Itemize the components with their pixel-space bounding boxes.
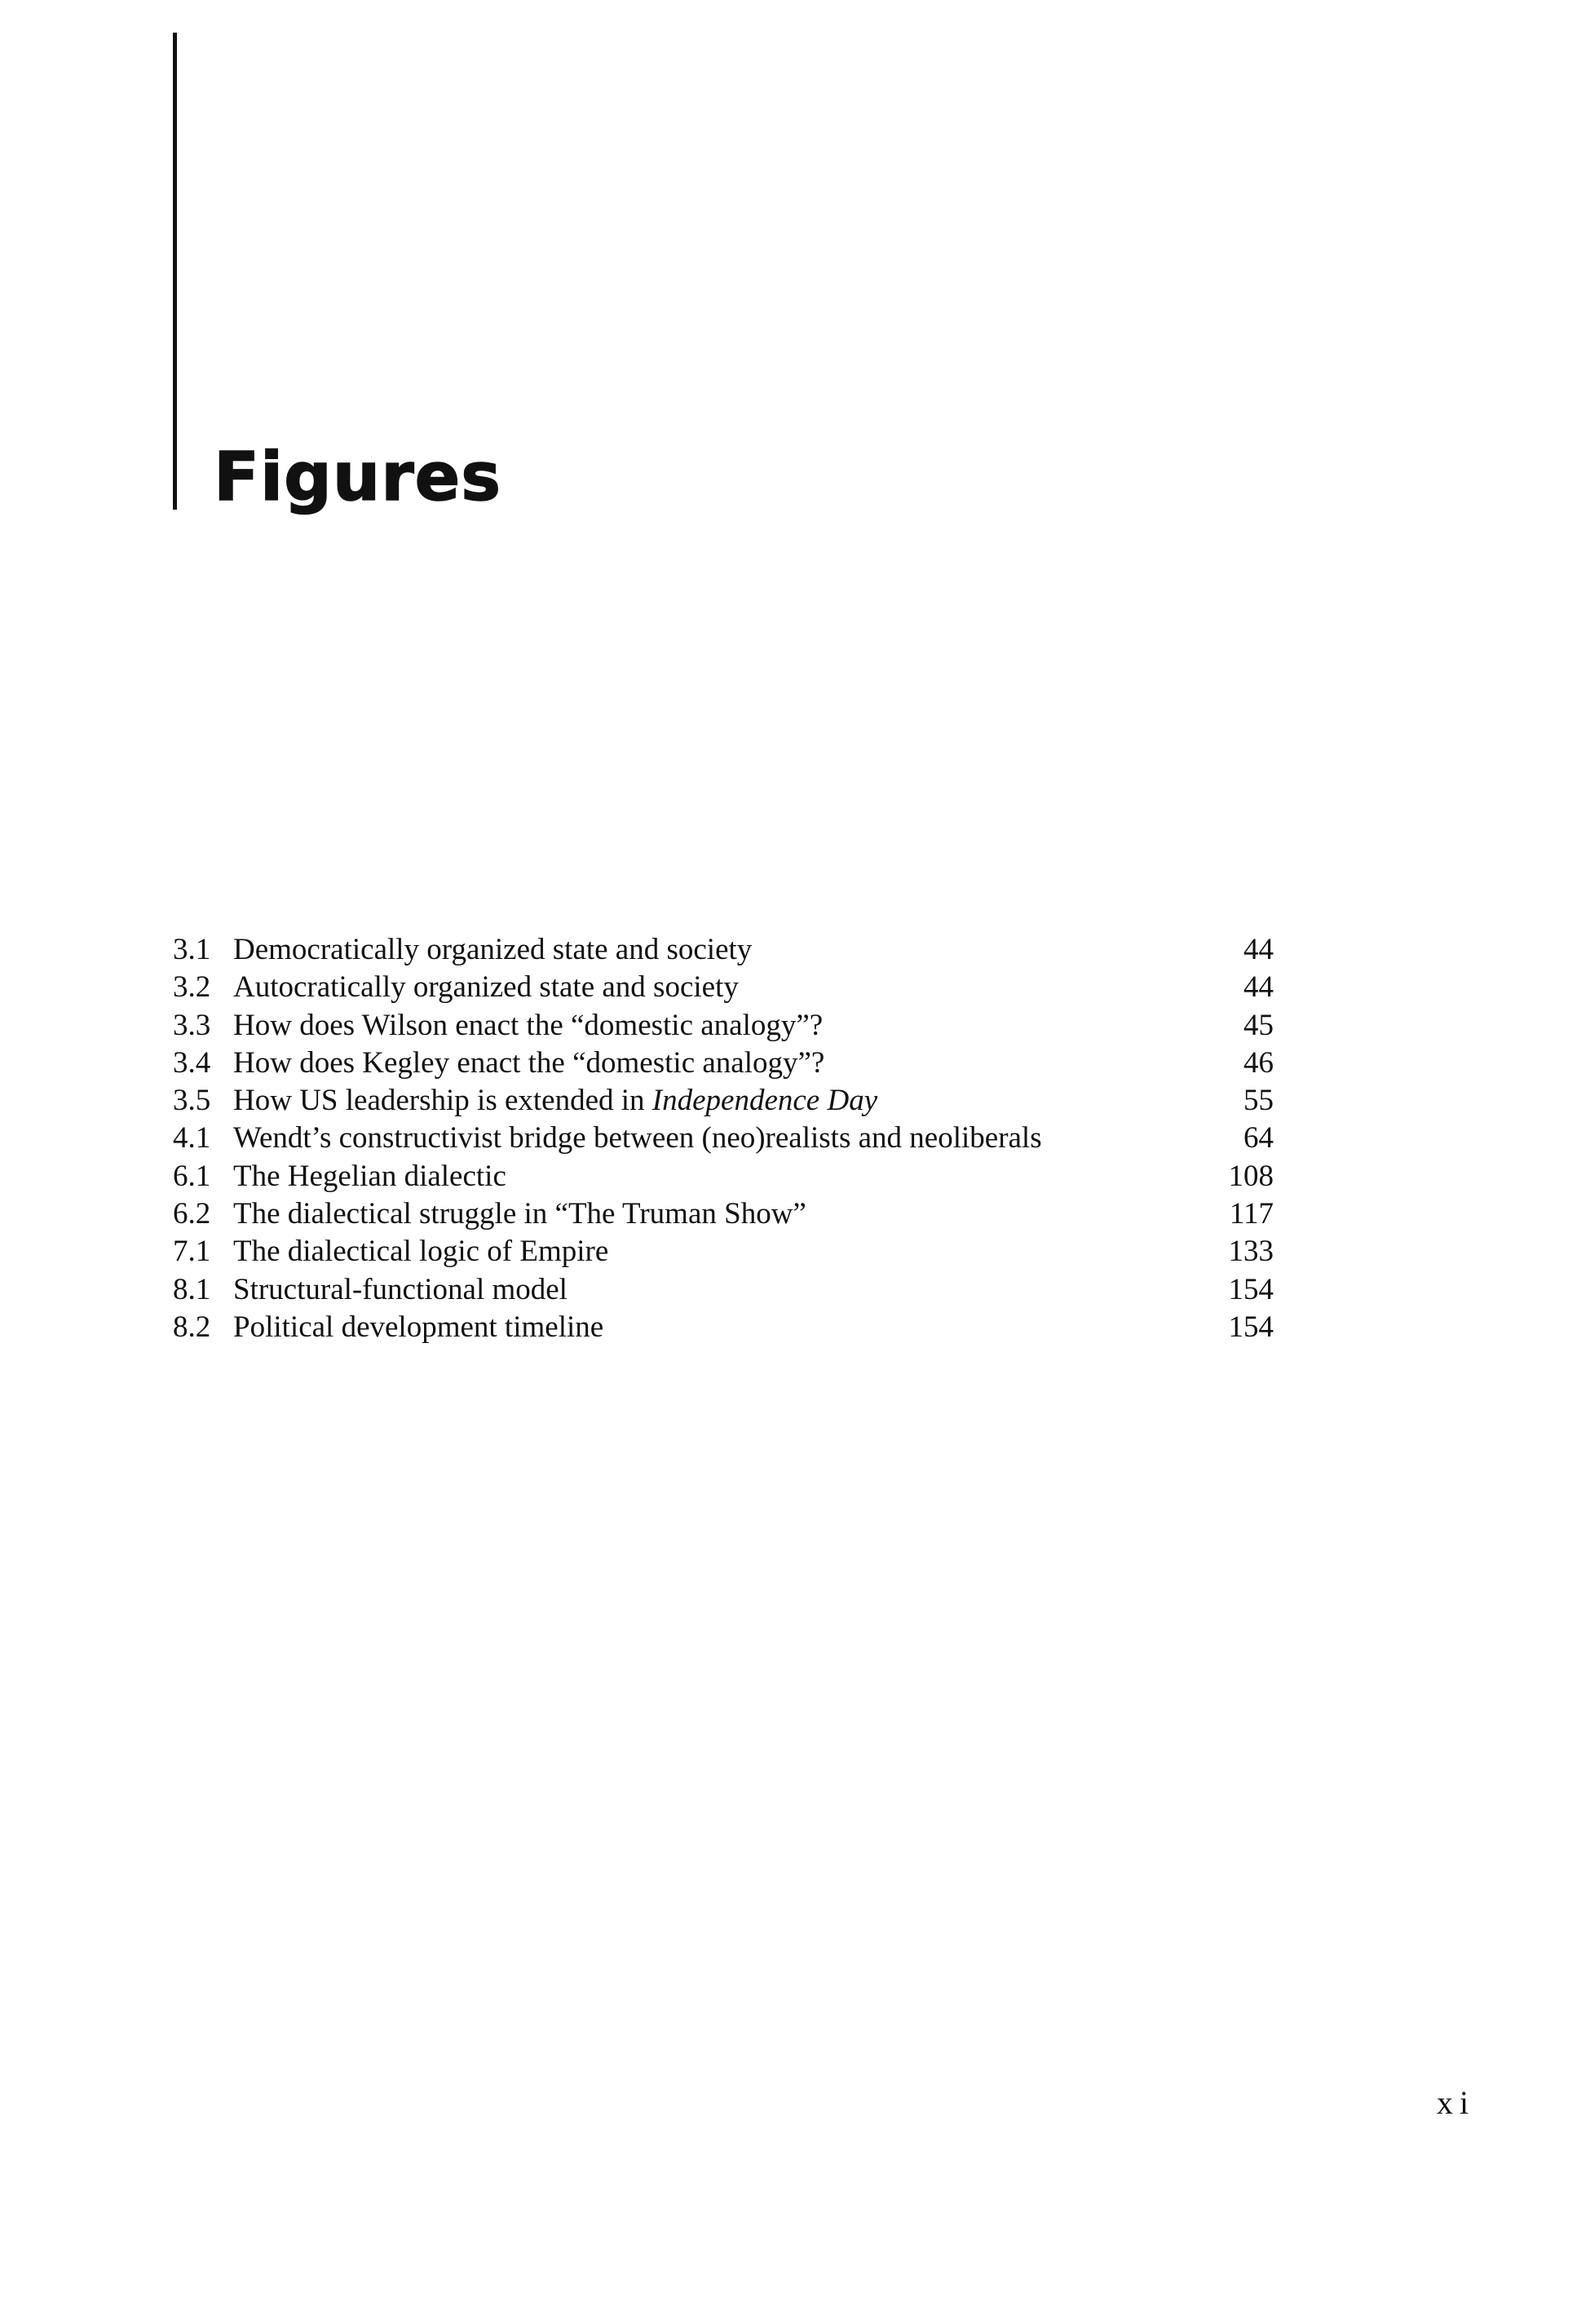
figure-page-number: 46 <box>1243 1045 1274 1080</box>
figure-entry[interactable] <box>173 969 1274 1006</box>
figure-caption: How does Wilson enact the “domestic analogy”? <box>233 1008 824 1042</box>
figure-page-number: 133 <box>1228 1235 1274 1269</box>
figure-caption: Wendt’s constructivist bridge between (neo)realists and neoliberals <box>233 1121 1042 1155</box>
figure-page-number: 55 <box>1243 1084 1274 1118</box>
figure-number: 7.1 <box>173 1235 211 1269</box>
figure-number: 3.4 <box>173 1045 211 1080</box>
figure-number: 4.1 <box>173 1121 211 1155</box>
figure-number: 3.2 <box>173 970 211 1005</box>
figure-page-number: 44 <box>1243 970 1274 1005</box>
figure-entry[interactable] <box>173 1082 1274 1120</box>
figure-entry[interactable] <box>173 931 1274 969</box>
figure-caption-text: How US leadership is extended in <box>233 1084 652 1118</box>
figure-number: 6.2 <box>173 1197 211 1231</box>
figure-entry[interactable] <box>173 1045 1274 1082</box>
figure-caption <box>233 1082 877 1120</box>
figure-entry[interactable] <box>173 1309 1274 1346</box>
figure-page-number: 154 <box>1228 1310 1274 1344</box>
figure-caption: Political development timeline <box>233 1310 604 1344</box>
figures-list <box>173 931 1274 1346</box>
figure-page-number: 64 <box>1243 1121 1274 1155</box>
figure-page-number: 45 <box>1243 1008 1274 1042</box>
figure-entry[interactable] <box>173 1158 1274 1195</box>
figure-page-number: 154 <box>1228 1272 1274 1306</box>
figure-caption: The dialectical logic of Empire <box>233 1235 609 1269</box>
figure-entry[interactable] <box>173 1007 1274 1045</box>
figure-number: 6.1 <box>173 1159 211 1193</box>
film-title: Independence Day <box>651 1084 878 1118</box>
figure-caption: The dialectical struggle in “The Truman Show” <box>233 1197 806 1231</box>
figure-page-number: 108 <box>1228 1159 1274 1193</box>
figure-page-number: 44 <box>1243 933 1274 966</box>
figure-caption: How does Kegley enact the “domestic analogy”? <box>233 1045 825 1080</box>
figure-caption: Autocratically organized state and society <box>233 970 739 1005</box>
figure-number: 3.5 <box>173 1084 211 1118</box>
figure-caption: Democratically organized state and society <box>233 933 753 966</box>
figure-entry[interactable] <box>173 1195 1274 1233</box>
figure-caption: Structural-functional model <box>233 1272 568 1306</box>
figure-entry[interactable] <box>173 1233 1274 1270</box>
figure-entry[interactable] <box>173 1271 1274 1309</box>
figure-caption: The Hegelian dialectic <box>233 1159 506 1193</box>
figure-number: 3.3 <box>173 1008 211 1042</box>
figure-number: 3.1 <box>173 933 211 966</box>
figure-number: 8.2 <box>173 1310 211 1344</box>
figure-entry[interactable] <box>173 1120 1274 1157</box>
page-title: Figures <box>214 439 502 516</box>
figure-number: 8.1 <box>173 1272 211 1306</box>
vertical-rule <box>173 33 177 510</box>
figure-page-number: 117 <box>1229 1197 1274 1231</box>
folio-page-number: xi <box>1437 2084 1476 2121</box>
